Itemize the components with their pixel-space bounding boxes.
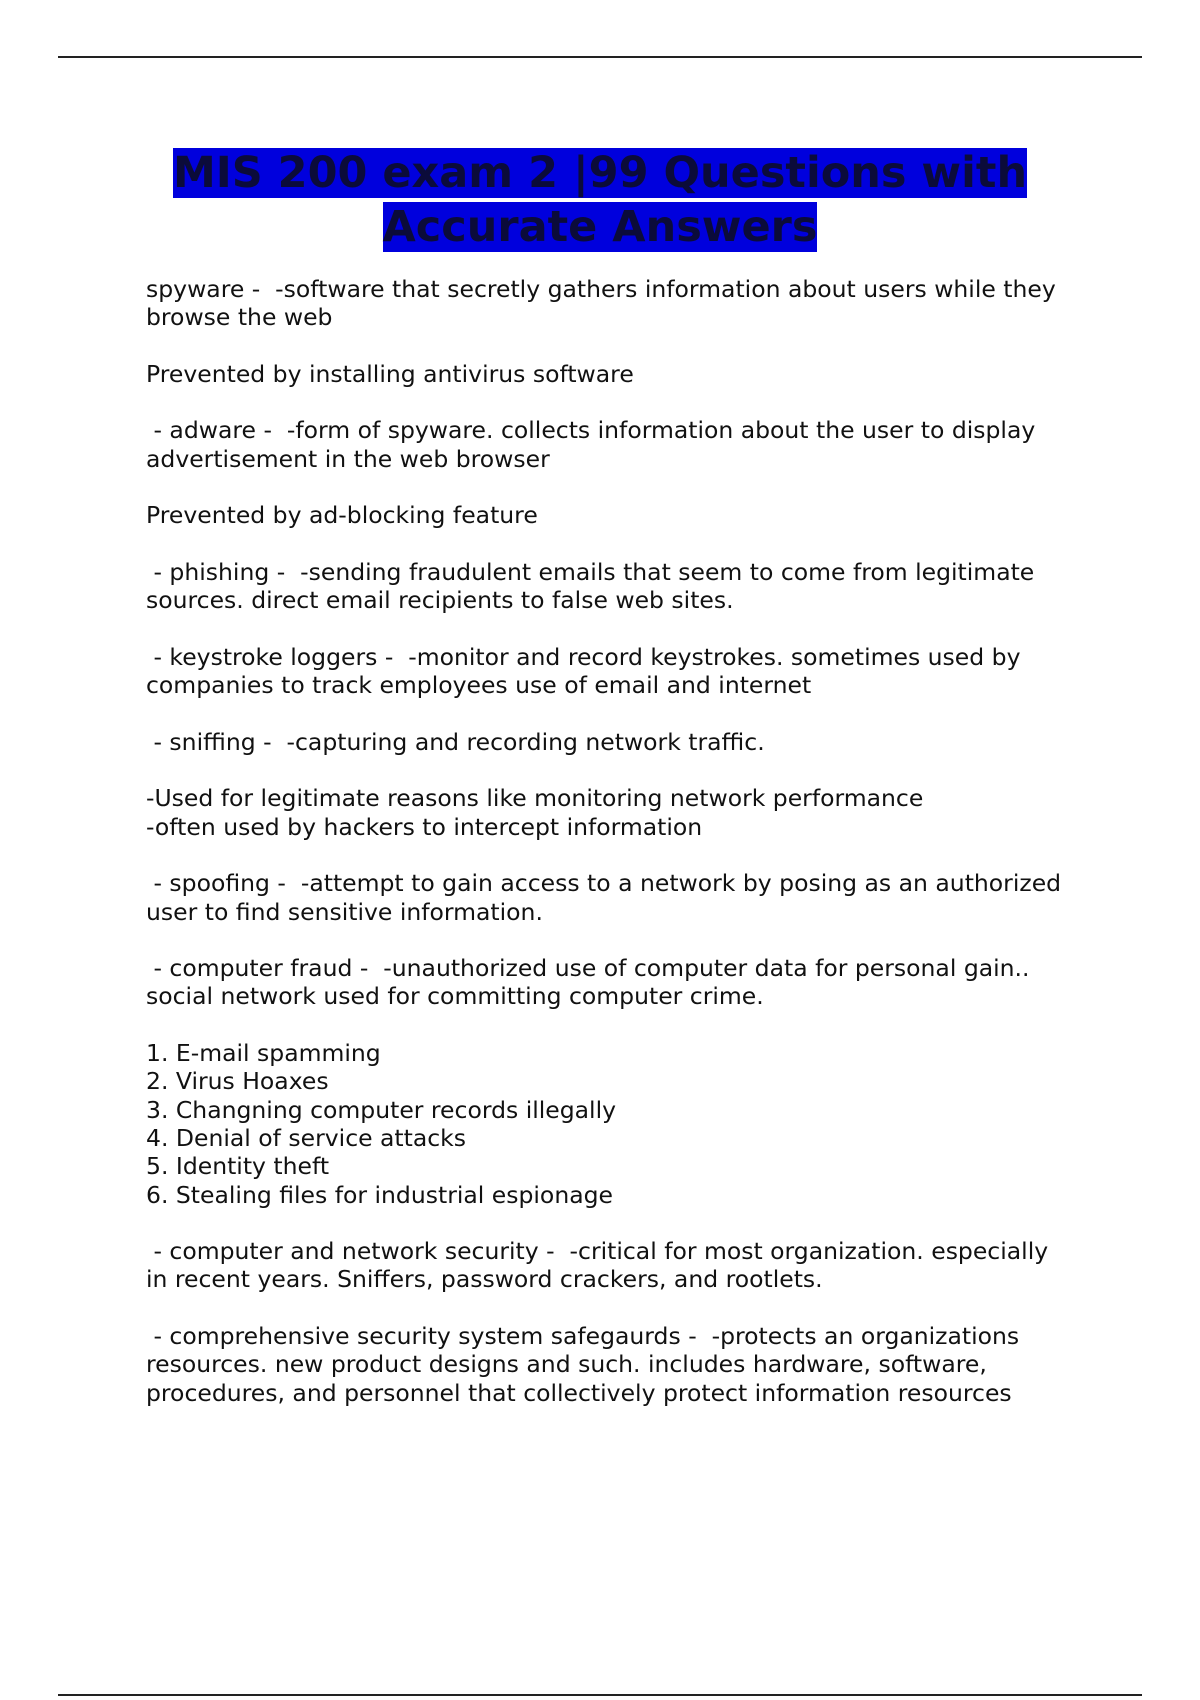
paragraph	[146, 360, 1096, 388]
bottom-rule	[58, 1694, 1142, 1696]
paragraph	[146, 1322, 1096, 1407]
paragraph-line: - keystroke loggers - -monitor and record keystrokes. sometimes used by	[146, 642, 1021, 671]
paragraph	[146, 1237, 1096, 1294]
paragraph	[146, 416, 1096, 473]
paragraph-line: - adware - -form of spyware. collects information about the user to display	[146, 416, 1036, 445]
paragraph	[146, 558, 1096, 615]
paragraph-line: 3. Changning computer records illegally	[146, 1095, 617, 1124]
paragraph	[146, 643, 1096, 700]
paragraph-line: Prevented by installing antivirus software	[146, 359, 634, 388]
paragraph-line: - computer fraud - -unauthorized use of computer data for personal gain..	[146, 954, 1030, 983]
paragraph-line: user to find sensitive information.	[146, 897, 543, 926]
paragraph-line: 6. Stealing files for industrial espionage	[146, 1180, 613, 1209]
paragraph-line: procedures, and personnel that collectively protect information resources	[146, 1378, 1012, 1407]
paragraph	[146, 275, 1096, 332]
paragraph-line: 4. Denial of service attacks	[146, 1123, 467, 1152]
paragraph	[146, 869, 1096, 926]
document-body	[146, 275, 1096, 1435]
paragraph-line: -Used for legitimate reasons like monitoring network performance	[146, 784, 924, 813]
paragraph-line: spyware - -software that secretly gathers information about users while they	[146, 275, 1056, 303]
paragraph-line: - comprehensive security system safegaurds - -protects an organizations	[146, 1321, 1020, 1350]
paragraph-line: 1. E-mail spamming	[146, 1039, 381, 1068]
paragraph-line: - phishing - -sending fraudulent emails that seem to come from legitimate	[146, 557, 1035, 586]
title-line-1: MIS 200 exam 2 |99 Questions with	[172, 148, 1028, 198]
paragraph	[146, 728, 1096, 756]
document-title	[80, 146, 1120, 254]
paragraph-line: resources. new product designs and such. includes hardware, software,	[146, 1350, 987, 1379]
paragraph	[146, 954, 1096, 1011]
top-rule	[58, 56, 1142, 58]
paragraph-line: sources. direct email recipients to false web sites.	[146, 586, 734, 615]
paragraph-line: Prevented by ad-blocking feature	[146, 501, 538, 530]
paragraph	[146, 501, 1096, 529]
paragraph-line: in recent years. Sniffers, password crackers, and rootlets.	[146, 1265, 823, 1294]
paragraph-line: - sniffing - -capturing and recording network traffic.	[146, 727, 765, 756]
paragraph	[146, 1039, 1096, 1209]
paragraph	[146, 784, 1096, 841]
paragraph-line: - computer and network security - -critical for most organization. especially	[146, 1237, 1049, 1266]
paragraph-line: browse the web	[146, 303, 333, 332]
paragraph-line: 2. Virus Hoaxes	[146, 1067, 329, 1096]
paragraph-line: advertisement in the web browser	[146, 444, 550, 473]
paragraph-line: - spoofing - -attempt to gain access to a network by posing as an authorized	[146, 869, 1062, 898]
paragraph-line: 5. Identity theft	[146, 1152, 330, 1181]
paragraph-line: companies to track employees use of email and internet	[146, 671, 812, 700]
title-line-2: Accurate Answers	[382, 202, 818, 252]
paragraph-line: social network used for committing computer crime.	[146, 982, 764, 1011]
paragraph-line: -often used by hackers to intercept information	[146, 812, 703, 841]
